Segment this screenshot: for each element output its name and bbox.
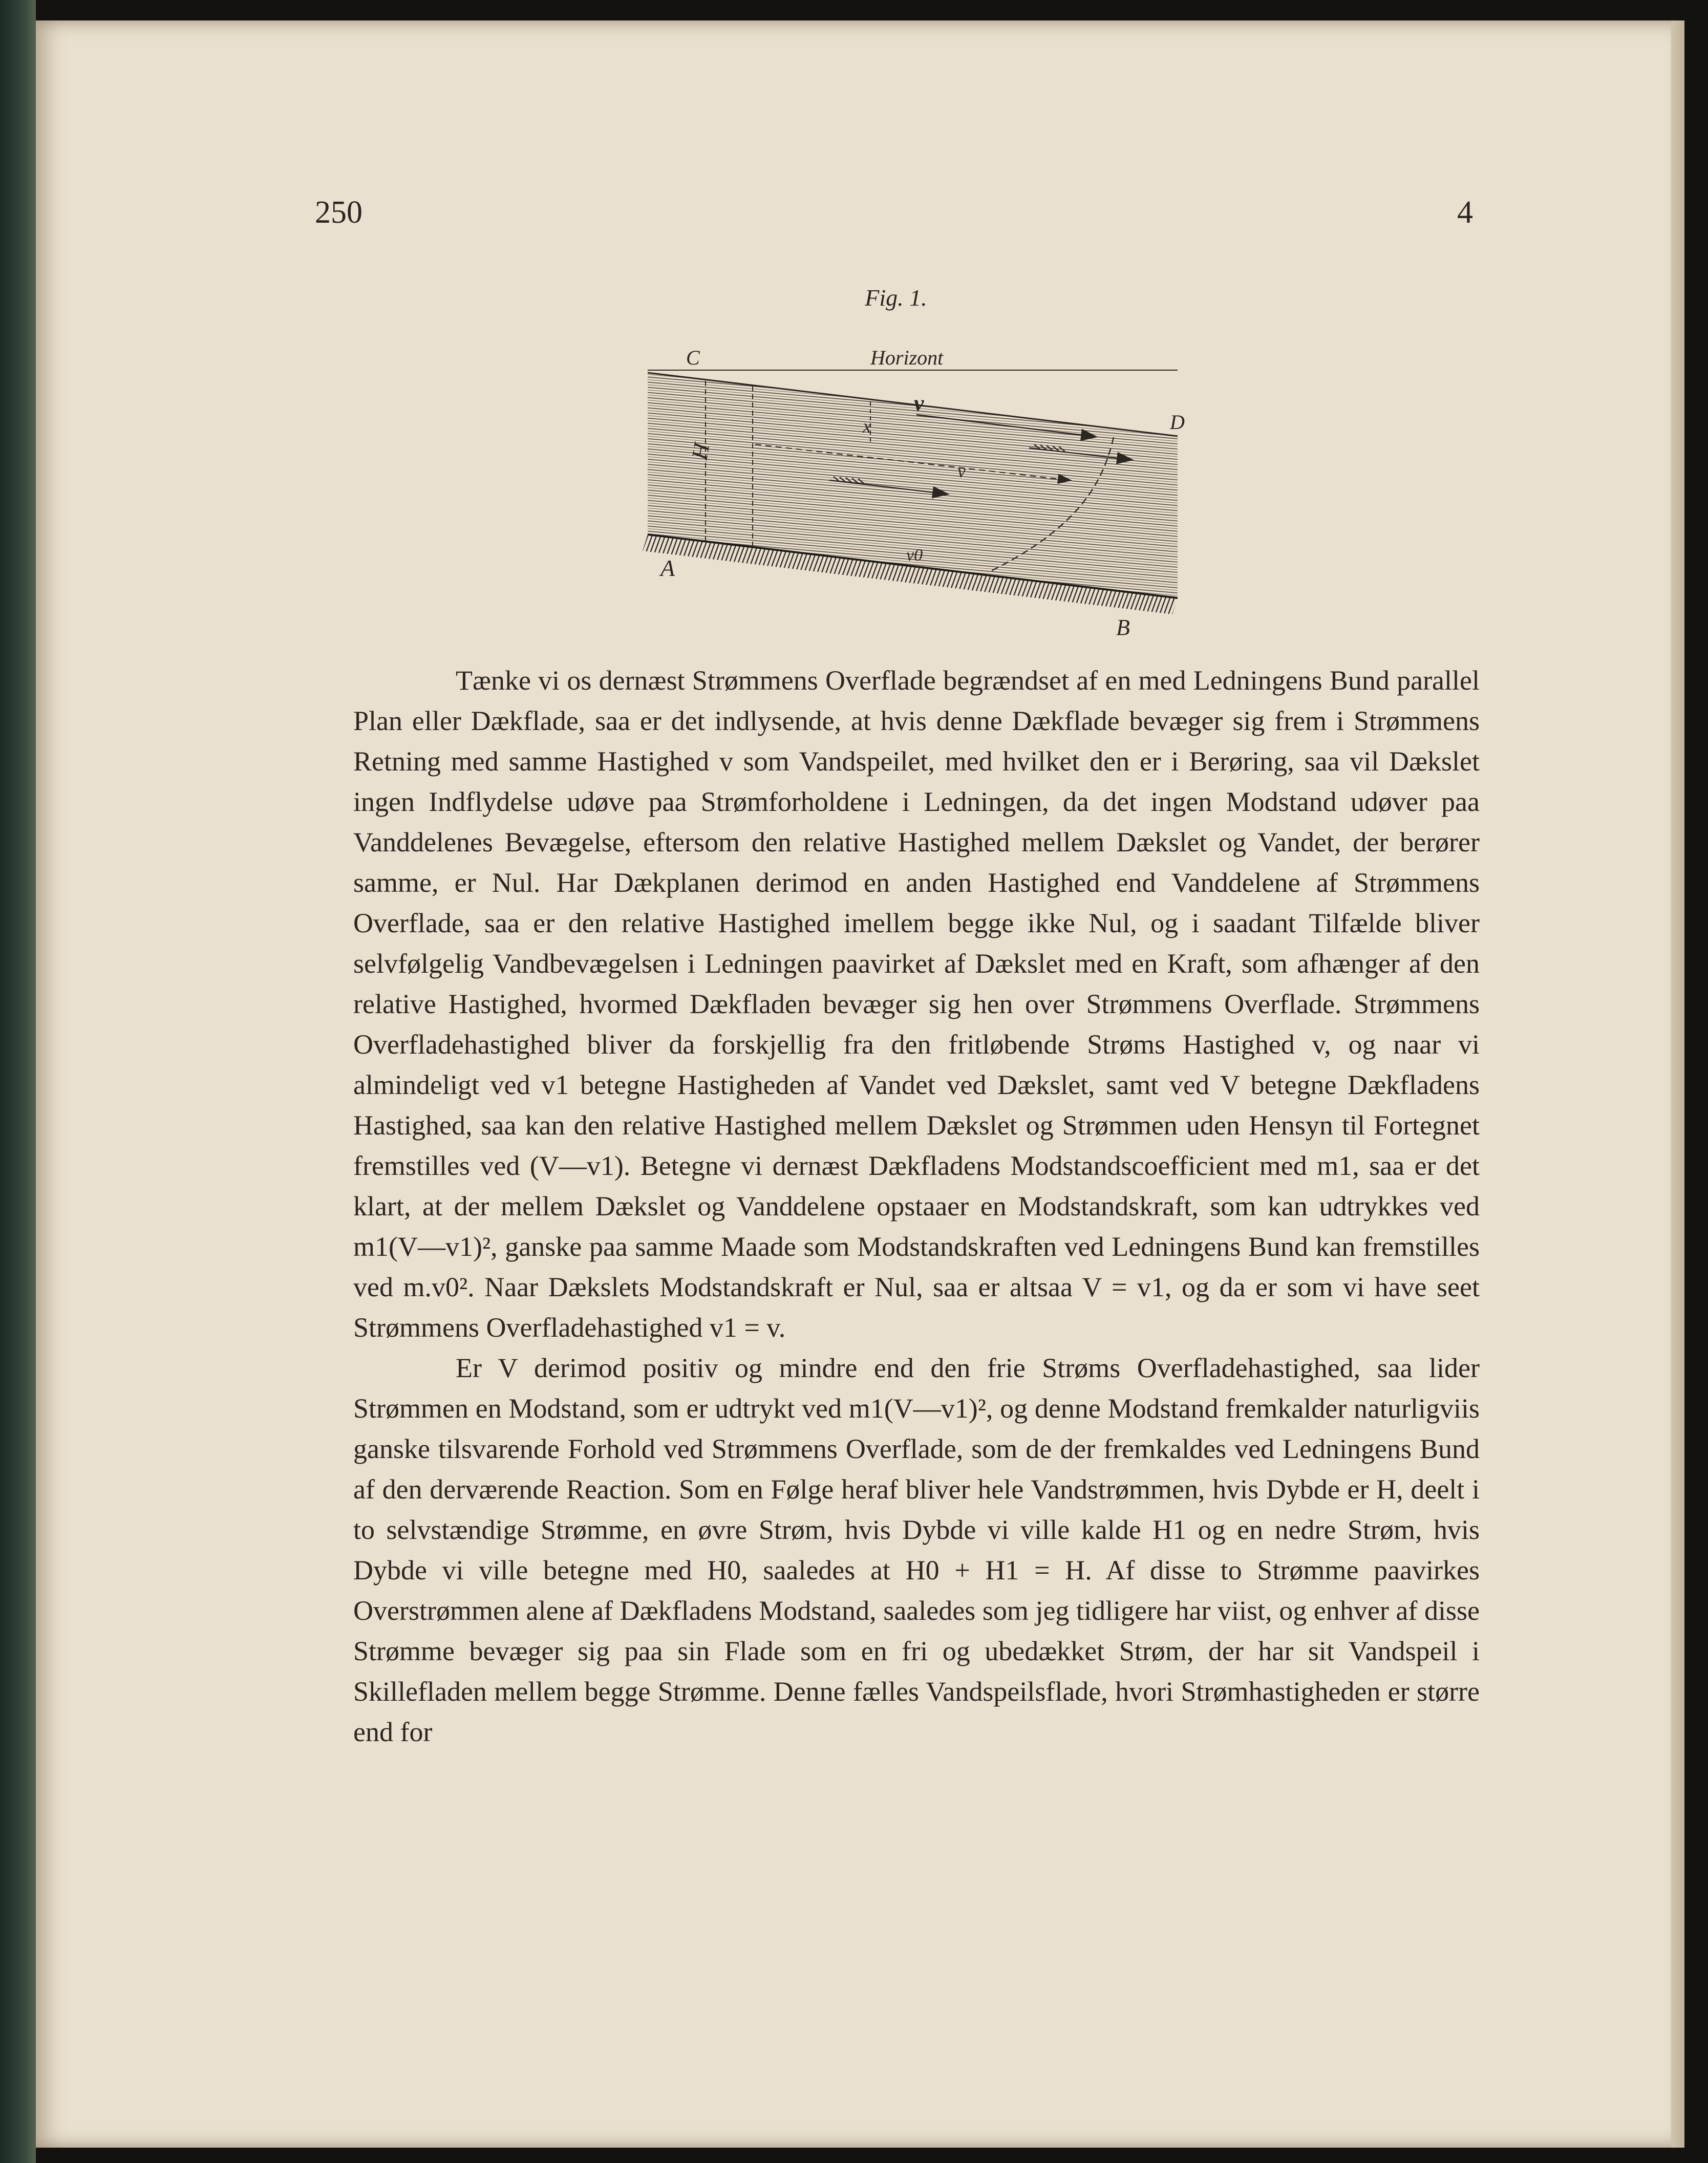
paragraph-1: Tænke vi os dernæst Strømmens Overflade begrændset af en med Ledningens Bund parallel Plan eller Dækflade, saa er det indlysende, at hvis denne Dækflade bevæger sig frem i Strømmens Retning med samme Hastighed v som Vandspeilet, med hvilket den er i Berøring, saa vil Dækslet ingen Indflydelse udøve paa Strømforholdene i Ledningen, da det ingen Modstand udøver paa Vanddelenes Bevægelse, eftersom den relative Hastighed mellem Dækslet og Vandet, der berører samme, er Nul. Har Dækplanen derimod en anden Hastighed end Vanddelene af Strømmens Overflade, saa er den relative Hastighed imellem begge ikke Nul, og i saadant Tilfælde bliver selvfølgelig Vandbevægelsen i Ledningen paavirket af Dækslet med en Kraft, som afhænger af den relative Hastighed, hvormed Dækfladen bevæger sig hen over Strømmens Overflade. Strømmens Overfladehastighed bliver da forskjellig fra den fritløbende Strøms Hastighed v, og naar vi almindeligt ved v1 betegne Hastigheden af Vandet ved Dækslet, samt ved V betegne Dækfladens Hastighed, saa kan den relative Hastighed mellem Dækslet og Strømmen uden Hensyn til Fortegnet fremstilles ved (V—v1). Betegne vi dernæst Dækfladens Modstandscoefficient med m1, saa er det klart, at der mellem Dækslet og Vanddelene opstaaer en Modstandskraft, som kan udtrykkes ved m1(V—v1)², ganske paa samme Maade som Modstandskraften ved Ledningens Bund kan fremstilles ved m.v0². Naar Dækslets Modstandskraft er Nul, saa er altsaa V = v1, og da er som vi have seet Strømmens Overfladehastighed v1 = v. — [353, 665, 1480, 1343]
label-c: C — [686, 346, 700, 369]
label-a: A — [660, 555, 675, 581]
label-b: B — [1116, 615, 1130, 640]
body-text — [353, 660, 1480, 1752]
page-number-right: 4 — [1457, 195, 1473, 230]
label-v-inner: v — [957, 461, 966, 481]
label-v-surface: v — [914, 391, 924, 416]
label-v0: v0 — [906, 546, 923, 565]
label-d: D — [1170, 411, 1185, 434]
label-horizon: Horizont — [870, 346, 944, 369]
page-number-left: 250 — [315, 195, 362, 230]
figure-title: Fig. 1. — [865, 285, 927, 311]
book-spine — [0, 0, 36, 2163]
paragraph-2: Er V derimod positiv og mindre end den frie Strøms Overfladehastighed, saa lider Strømmen en Modstand, som er udtrykt ved m1(V—v1)², og denne Modstand fremkalder naturligviis ganske tilsvarende Forhold ved Strømmens Overflade, som de der fremkaldes ved Ledningens Bund af den derværende Reaction. Som en Følge heraf bliver hele Vandstrømmen, hvis Dybde er H, deelt i to selvstændige Strømme, en øvre Strøm, hvis Dybde vi ville kalde H1 og en nedre Strøm, hvis Dybde vi ville betegne med H0, saaledes at H0 + H1 = H. Af disse to Strømme paavirkes Overstrømmen alene af Dækfladens Modstand, saaledes som jeg tidligere har viist, og enhver af disse Strømme bevæger sig paa sin Flade som en fri og ubedækket Strøm, der har sit Vandspeil i Skillefladen mellem begge Strømme. Denne fælles Vandspeilsflade, hvori Strømhastigheden er større end for — [353, 1353, 1480, 1747]
label-x: x — [863, 416, 871, 437]
page-edge — [1671, 20, 1684, 2148]
figure-1-diagram — [630, 328, 1193, 645]
label-h: H — [687, 441, 715, 462]
